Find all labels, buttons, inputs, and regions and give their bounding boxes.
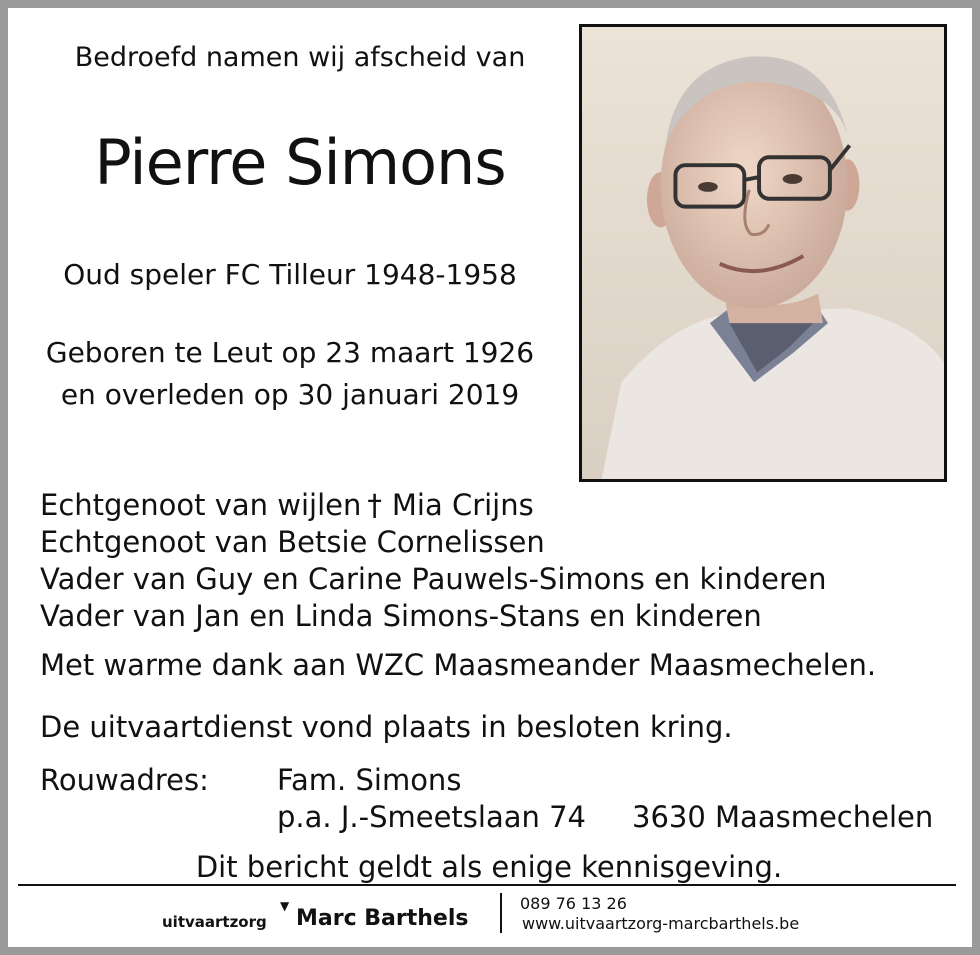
address-city: 3630 Maasmechelen — [632, 800, 934, 834]
player-line: Oud speler FC Tilleur 1948-1958 — [63, 258, 517, 291]
footer-brand: Marc Barthels — [296, 906, 469, 931]
intro-text: Bedroefd namen wij afscheid van — [74, 42, 526, 73]
footer-website: www.uitvaartzorg-marcbarthels.be — [522, 914, 800, 933]
family-line-1-prefix: Echtgenoot van wijlen — [40, 488, 362, 522]
footer-phone: 089 76 13 26 — [520, 894, 627, 913]
footer-divider — [500, 893, 502, 933]
footer-prefix: uitvaartzorg — [162, 913, 267, 931]
family-line-4: Vader van Jan en Linda Simons-Stans en kinderen — [40, 599, 762, 633]
address-street: p.a. J.-Smeetslaan 74 — [277, 800, 586, 834]
portrait-image — [582, 27, 944, 479]
family-line-1 — [40, 488, 534, 522]
thanks-line: Met warme dank aan WZC Maasmeander Maasmechelen. — [40, 648, 877, 682]
portrait-photo — [579, 24, 947, 482]
family-line-3: Vader van Guy en Carine Pauwels-Simons en kinderen — [40, 562, 827, 596]
closing-line: Dit bericht geldt als enige kennisgeving. — [195, 850, 783, 884]
death-line: en overleden op 30 januari 2019 — [60, 378, 520, 411]
divider — [18, 884, 956, 886]
service-line: De uitvaartdienst vond plaats in besloten kring. — [40, 710, 733, 744]
triangle-icon: ▼ — [280, 899, 290, 913]
address-label: Rouwadres: — [40, 763, 209, 797]
family-line-1-suffix: Mia Crijns — [391, 488, 534, 522]
address-name: Fam. Simons — [277, 763, 462, 797]
birth-line: Geboren te Leut op 23 maart 1926 — [45, 336, 535, 369]
cross-icon: † — [367, 488, 382, 522]
deceased-name: Pierre Simons — [94, 126, 506, 199]
family-line-2: Echtgenoot van Betsie Cornelissen — [40, 525, 545, 559]
